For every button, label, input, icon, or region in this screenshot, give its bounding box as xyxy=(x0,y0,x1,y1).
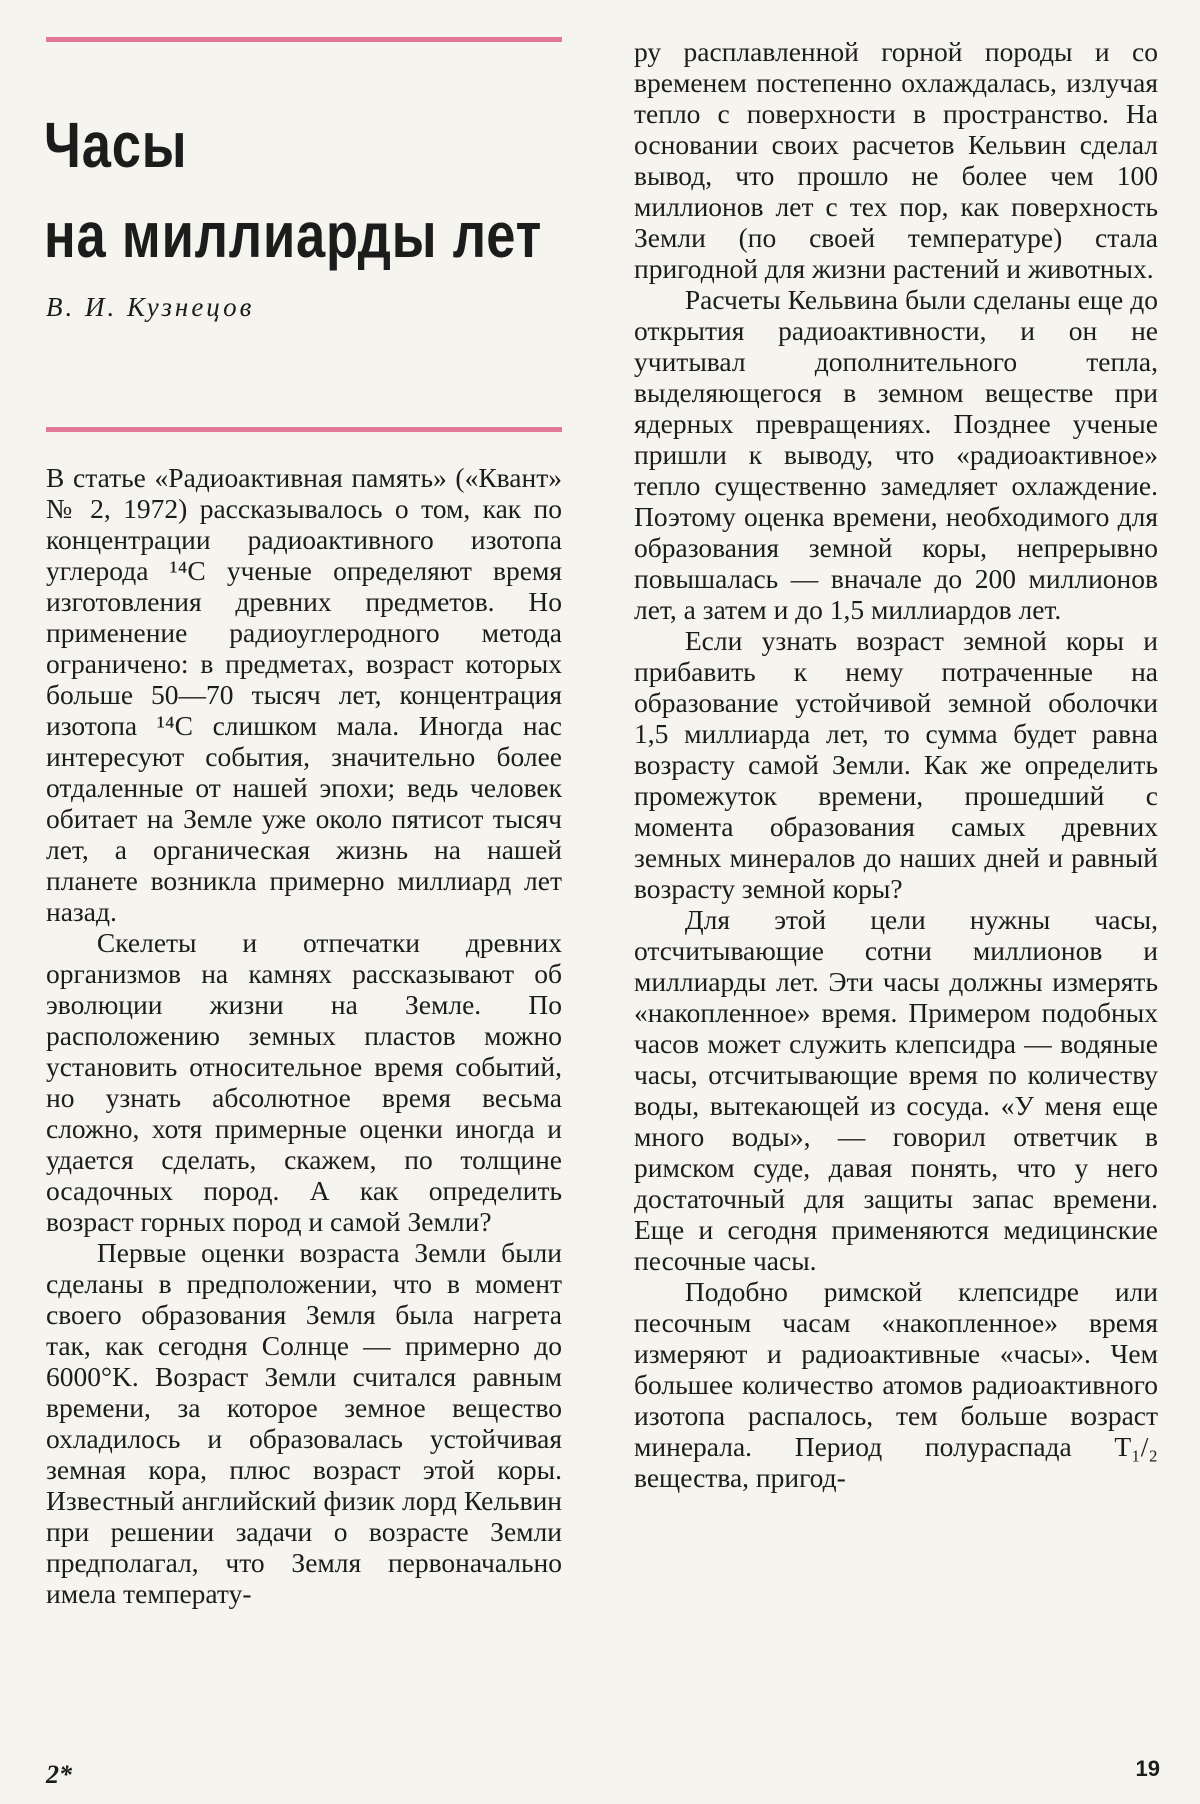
paragraph-continuation: ру расплавленной горной породы и со временем постепенно охлаждалась, излучая тепло с поверхности в пространство. На основании своих расчетов Кельвин сделал вывод, что прошло не более чем 100 миллионов лет с тех пор, как поверхность Земли (по своей температуре) стала пригодной для жизни растений и животных. xyxy=(634,36,1158,284)
title-line-2: на миллиарды лет xyxy=(44,199,543,271)
paragraph: Для этой цели нужны часы, отсчитывающие сотни миллионов и миллиарды лет. Эти часы должны измерять «накопленное» время. Примером подобных часов может служить клепсидра — водяные часы, отсчитывающие время по количеству воды, вытекающей из сосуда. «У меня еще много воды», — говорил ответчик в римском суде, давая понять, что у него достаточный для защиты запас времени. Еще и сегодня применяются медицинские песочные часы. xyxy=(634,904,1158,1276)
header-bottom-rule xyxy=(46,427,562,432)
right-text-column xyxy=(634,36,1158,1493)
article-title xyxy=(44,100,543,280)
paragraph: Первые оценки возраста Земли были сделаны в предположении, что в момент своего образования Земля была нагрета так, как сегодня Солнце — примерно до 6000°K. Возраст Земли считался равным времени, за которое земное вещество охладилось и образовалась устойчивая земная кора, плюс возраст этой коры. Известный английский физик лорд Кельвин при решении задачи о возрасте Земли предполагал, что Земля первоначально имела температу- xyxy=(46,1237,562,1609)
paragraph: В статье «Радиоактивная память» («Квант» № 2, 1972) рассказывалось о том, как по концентрации радиоактивного изотопа углерода ¹⁴C ученые определяют время изготовления древних предметов. Но применение радиоуглеродного метода ограничено: в предметах, возраст которых больше 50—70 тысяч лет, концентрация изотопа ¹⁴C слишком мала. Иногда нас интересуют события, значительно более отдаленные от нашей эпохи; ведь человек обитает на Земле уже около пятисот тысяч лет, а органическая жизнь на нашей планете возникла примерно миллиард лет назад. xyxy=(46,462,562,927)
page-number: 19 xyxy=(1135,1756,1160,1781)
top-accent-rule xyxy=(46,37,562,42)
paragraph: Если узнать возраст земной коры и прибавить к нему потраченные на образование устойчивой земной оболочки 1,5 миллиарда лет, то сумма будет равна возрасту самой Земли. Как же определить промежуток времени, прошедший с момента образования самых древних земных минералов до наших дней и равный возрасту земной коры? xyxy=(634,625,1158,904)
author-byline: В. И. Кузнецов xyxy=(46,292,255,322)
paragraph: Расчеты Кельвина были сделаны еще до открытия радиоактивности, и он не учитывал дополнительного тепла, выделяющегося в земном веществе при ядерных превращениях. Позднее ученые пришли к выводу, что «радиоактивное» тепло существенно замедляет охлаждение. Поэтому оценка времени, необходимого для образования земной коры, непрерывно повышалась — вначале до 200 миллионов лет, а затем и до 1,5 миллиардов лет. xyxy=(634,284,1158,625)
signature-mark: 2* xyxy=(46,1760,72,1789)
paragraph: Подобно римской клепсидре или песочным часам «накопленное» время измеряют и радиоактивные «часы». Чем большее количество атомов радиоактивного изотопа распалось, тем больше возраст минерала. Период полураспада T₁/₂ вещества, пригод- xyxy=(634,1276,1158,1493)
paragraph: Скелеты и отпечатки древних организмов на камнях рассказывают об эволюции жизни на Земле. По расположению земных пластов можно установить относительное время событий, но узнать абсолютное время весьма сложно, хотя примерные оценки иногда и удается сделать, скажем, по толщине осадочных пород. А как определить возраст горных пород и самой Земли? xyxy=(46,927,562,1237)
left-text-column xyxy=(46,462,562,1609)
title-line-1: Часы xyxy=(44,109,188,181)
